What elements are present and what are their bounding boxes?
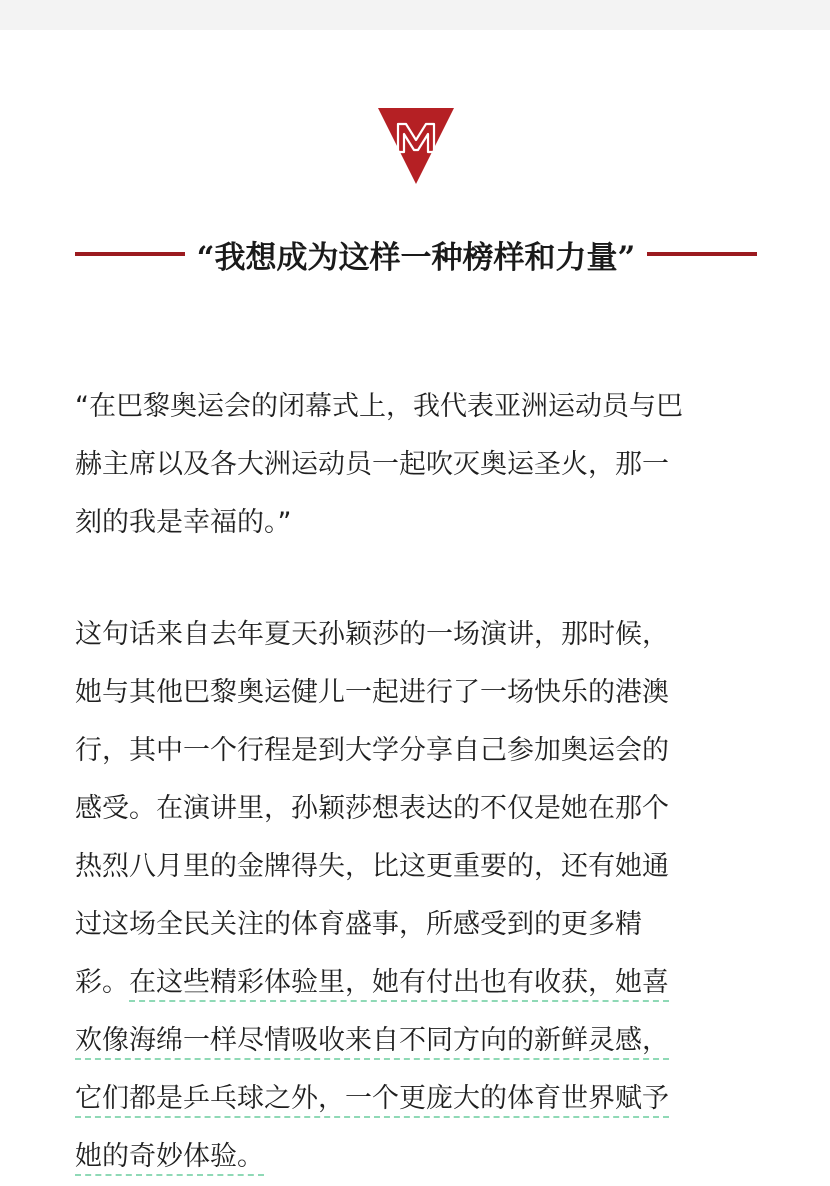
- paragraph-line: [75, 1012, 765, 1070]
- paragraph-line: 过这场全民关注的体育盛事，所感受到的更多精: [75, 909, 642, 940]
- section-heading: “我想成为这样一种榜样和力量”: [196, 239, 636, 276]
- paragraph-line: [75, 1070, 765, 1128]
- paragraph-line: 热烈八月里的金牌得失，比这更重要的，还有她通: [75, 851, 669, 882]
- paragraph-line: 行，其中一个行程是到大学分享自己参加奥运会的: [75, 735, 669, 766]
- top-bar: [0, 0, 830, 30]
- paragraph-line: 她与其他巴黎奥运健儿一起进行了一场快乐的港澳: [75, 677, 669, 708]
- highlighted-text: 她的奇妙体验。: [75, 1141, 264, 1176]
- paragraph-line: 感受。在演讲里，孙颖莎想表达的不仅是她在那个: [75, 793, 669, 824]
- heading-rule-left: [75, 252, 185, 256]
- body-paragraph: [75, 606, 765, 1186]
- triangle-m-logo-icon: [376, 106, 456, 186]
- quote-paragraph: [75, 378, 765, 552]
- heading-rule-right: [647, 252, 757, 256]
- paragraph-text: 彩。: [75, 967, 129, 998]
- paragraph-line: 这句话来自去年夏天孙颖莎的一场演讲，那时候，: [75, 619, 669, 650]
- paragraph-line: 赫主席以及各大洲运动员一起吹灭奥运圣火，那一: [75, 449, 669, 480]
- highlighted-text: 它们都是乒乓球之外，一个更庞大的体育世界赋予: [75, 1083, 669, 1118]
- section-header: [75, 226, 757, 282]
- paragraph-line-mixed: [75, 954, 765, 1012]
- paragraph-line: [75, 1128, 765, 1186]
- paragraph-line: 刻的我是幸福的。”: [75, 507, 292, 538]
- highlighted-text: 在这些精彩体验里，她有付出也有收获，她喜: [129, 967, 669, 1002]
- paragraph-line: “在巴黎奥运会的闭幕式上，我代表亚洲运动员与巴: [75, 391, 683, 422]
- highlighted-text: 欢像海绵一样尽情吸收来自不同方向的新鲜灵感，: [75, 1025, 669, 1060]
